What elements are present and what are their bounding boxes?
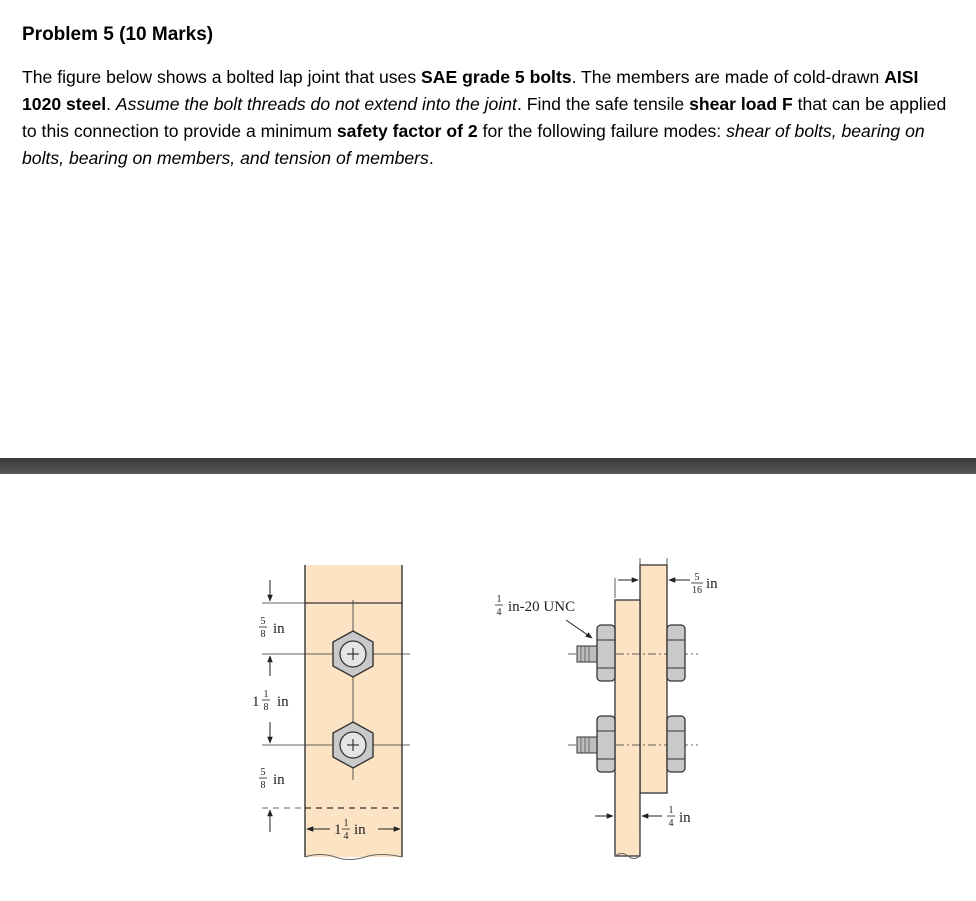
dim-label-pitch [252, 689, 289, 713]
svg-text:in: in [277, 694, 289, 710]
svg-text:5: 5 [260, 616, 266, 627]
left-view [252, 565, 410, 860]
svg-text:4: 4 [343, 831, 349, 842]
text-segment: . [428, 148, 434, 168]
svg-text:5: 5 [694, 572, 700, 583]
svg-text:in: in [354, 822, 366, 838]
dim-label-bottom-plate [595, 805, 691, 829]
assumption: Assume the bolt threads do not extend into the joint [115, 94, 517, 114]
svg-text:1: 1 [334, 822, 342, 838]
dim-label-top-end [259, 616, 285, 640]
svg-text:4: 4 [668, 818, 674, 829]
load-term: shear load F [689, 94, 793, 114]
svg-text:in: in [679, 810, 691, 826]
svg-text:16: 16 [692, 585, 702, 596]
text-segment: . [106, 94, 116, 114]
text-segment: The figure below shows a bolted lap joint that uses [22, 67, 422, 87]
member-plate [305, 565, 402, 857]
bolt-head [667, 625, 685, 681]
right-view [495, 558, 718, 859]
safety-factor: safety factor of 2 [336, 121, 478, 141]
svg-text:in: in [706, 576, 718, 592]
bolt-head [667, 716, 685, 772]
text-segment: . Find the safe tensile [516, 94, 690, 114]
bolt-grade: SAE grade 5 bolts [421, 67, 572, 87]
dim-label-top-plate [618, 572, 718, 596]
bolt-spec-label [495, 594, 592, 638]
side-plate-front [615, 600, 640, 856]
dim-label-bottom-end [259, 767, 285, 791]
svg-text:1: 1 [496, 594, 502, 605]
svg-text:8: 8 [260, 629, 266, 640]
svg-text:1: 1 [252, 694, 260, 710]
member-material: AISI 1020 steel [22, 67, 919, 114]
failure-modes: shear of bolts, bearing on bolts, bearing on members, and tension of members [22, 121, 925, 168]
text-segment: for the following failure modes: [477, 121, 727, 141]
svg-text:in: in [273, 772, 285, 788]
nut [597, 716, 615, 772]
svg-text:8: 8 [263, 702, 269, 713]
nut [597, 625, 615, 681]
text-segment: . The members are made of cold-drawn [571, 67, 885, 87]
problem-title: Problem 5 (10 Marks) [22, 24, 214, 45]
svg-text:4: 4 [496, 607, 502, 618]
text-segment: that can be applied to this connection to provide a minimum [22, 94, 947, 141]
svg-text:8: 8 [260, 780, 266, 791]
svg-text:1: 1 [668, 805, 674, 816]
side-plate-back [640, 565, 667, 793]
svg-text:5: 5 [260, 767, 266, 778]
svg-text:in-20 UNC: in-20 UNC [508, 599, 576, 615]
svg-text:1: 1 [343, 818, 349, 829]
svg-text:1: 1 [263, 689, 269, 700]
svg-text:in: in [273, 621, 285, 637]
